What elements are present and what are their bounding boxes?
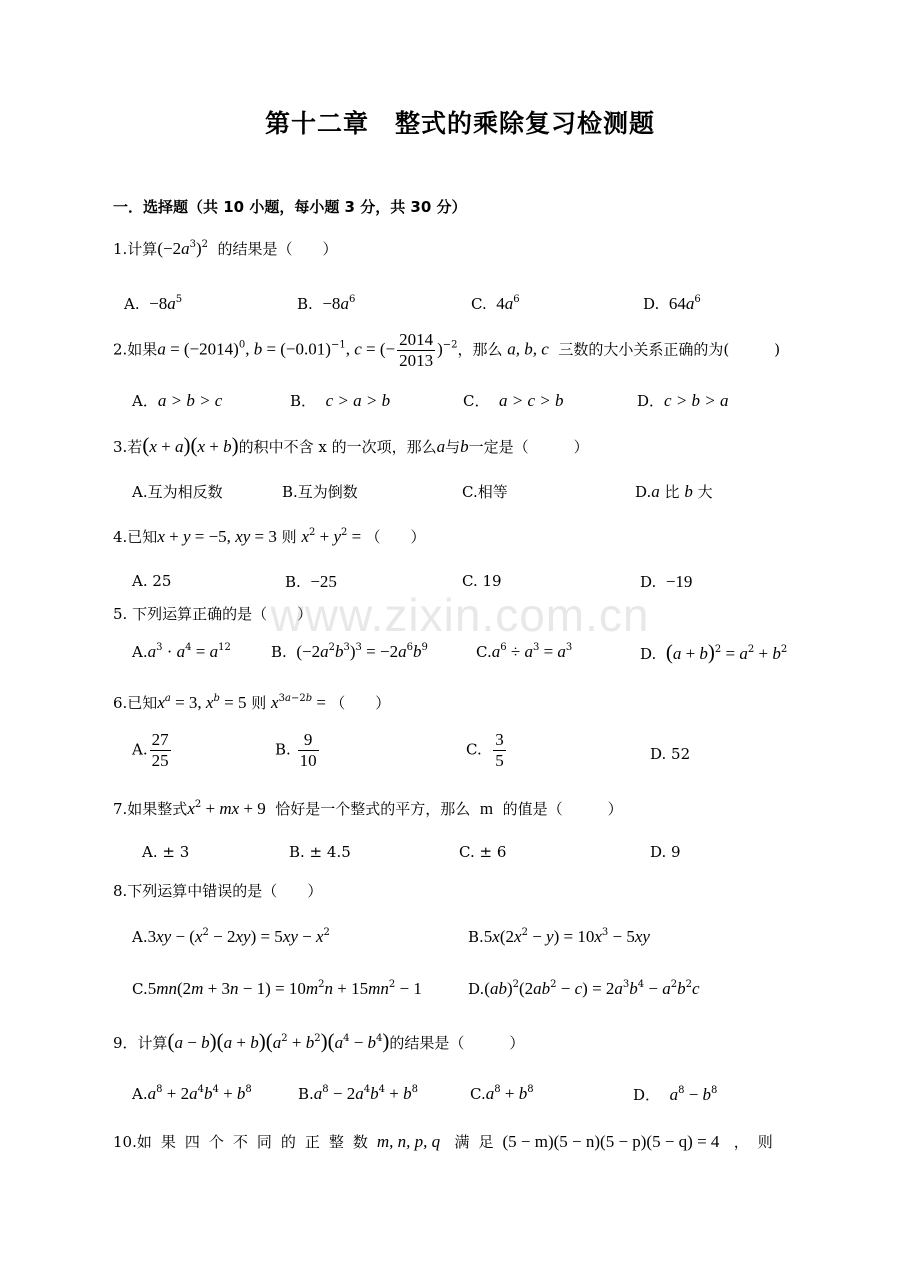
q4-option-c[interactable]: C. 19 — [462, 572, 502, 590]
question-4: 4.已知x + y = −5, xy = 3 则 $x^2 + y^2$ = （ ） — [113, 527, 426, 546]
question-5: 5. 下列运算正确的是（ ） — [113, 605, 313, 623]
q6-option-d[interactable]: D. 52 — [650, 745, 691, 763]
q9-option-a[interactable]: $A.a^8 + 2a^4b^4 + b^8$ — [132, 1084, 252, 1103]
q4-option-a[interactable]: A. 25 — [132, 572, 172, 590]
q1-option-c[interactable]: C. $4a^6$ — [471, 294, 520, 313]
q8-option-d[interactable]: $D.(ab)^2(2ab^2 - c) = 2a^3b^4 - a^2b^2c$ — [468, 979, 700, 998]
q2-option-b[interactable]: B． c > a > b — [290, 391, 391, 410]
q9-option-d[interactable]: D． $a^8 - b^8$ — [633, 1085, 718, 1104]
q7-option-c[interactable]: C. ± 6 — [459, 843, 507, 861]
question-9: 9．计算$(a - b)(a + b)(a^2 + b^2)(a^4 - b^4)$的结果是（ ） — [113, 1029, 525, 1053]
question-10: 10.如果四个不同的正整数m, n, p, q 满足(5 − m)(5 − n)(5 − p)(5 − q) = 4 ，则 — [113, 1132, 782, 1151]
q6-option-c[interactable]: C. $\frac{3}{5}$ — [466, 730, 504, 770]
q8-option-b[interactable]: $B.5x(2x^2 - y) = 10x^3 - 5xy$ — [468, 927, 650, 946]
q4-option-b[interactable]: B. −25 — [285, 572, 337, 591]
watermark: www.zixin.com.cn — [270, 589, 650, 641]
section-heading: 一．选择题（共 10 小题，每小题 3 分，共 30 分） — [113, 198, 467, 216]
q8-option-c[interactable]: $C.5mn(2m + 3n - 1) = 10m^2n + 15mn^2 - 1$ — [132, 979, 422, 998]
question-1: 1.计算$(-2a^3)^2$ 的结果是（ ） — [113, 239, 338, 258]
q1-option-d[interactable]: D. $64a^6$ — [643, 294, 701, 313]
q4-option-d[interactable]: D. −19 — [640, 572, 693, 591]
q1-option-a[interactable]: A. $-8a^5$ — [124, 294, 183, 313]
q2-option-d[interactable]: D．c > b > a — [637, 391, 729, 410]
q9-option-c[interactable]: $C.a^8 + b^8$ — [470, 1084, 534, 1103]
question-3: 3.若(x + a)(x + b)的积中不含 x 的一次项，那么a与b一定是（ ） — [113, 433, 589, 457]
q5-option-b[interactable]: B. $(-2a^2b^3)^3 = -2a^6b^9$ — [271, 642, 428, 661]
q9-option-b[interactable]: $B.a^8 - 2a^4b^4 + b^8$ — [298, 1084, 418, 1103]
q7-option-a[interactable]: A. ± 3 — [142, 843, 190, 861]
q5-option-a[interactable]: $A.a^3 \cdot a^4 = a^{12}$ — [132, 642, 231, 661]
page-title: 第十二章 整式的乘除复习检测题 — [264, 109, 655, 138]
question-6: 6.已知$x^a = 3$, $x^b = 5$ 则 $x^{3a-2b}$ = （ ） — [113, 693, 391, 712]
question-7: 7.如果整式$x^2$ + mx + 9 恰好是一个整式的平方，那么 m 的值是（ ） — [113, 799, 623, 818]
q2-option-a[interactable]: A．a > b > c — [132, 391, 223, 410]
q5-option-d[interactable]: D. $(a + b)^2 = a^2 + b^2$ — [640, 640, 788, 664]
q1-option-b[interactable]: B. $-8a^6$ — [297, 294, 356, 313]
q6-option-b[interactable]: B. $\frac{9}{10}$ — [275, 730, 317, 770]
q5-option-c[interactable]: $C.a^6 \div a^3 = a^3$ — [476, 642, 573, 661]
q6-option-a[interactable]: A. $\frac{27}{25}$ — [132, 730, 169, 770]
q3-option-a[interactable]: A.互为相反数 — [132, 483, 223, 501]
q7-option-b[interactable]: B. ± 4.5 — [289, 843, 351, 861]
q8-option-a[interactable]: $A.3xy - (x^2 - 2xy) = 5xy - x^2$ — [132, 927, 330, 946]
question-2: 2.如果$a = (-2014)^0$, $b = (-0.01)^{-1}$, c = (− $\frac{2014}{2013}$ )$^{-2}$，那么 a, b, c 三数的大小关系正确的为( ) — [113, 330, 781, 370]
q3-option-c[interactable]: C.相等 — [462, 483, 508, 501]
q2-option-c[interactable]: C． a > c > b — [463, 391, 564, 410]
q3-option-d[interactable]: D.a 比 b 大 — [635, 482, 713, 501]
q7-option-d[interactable]: D. 9 — [650, 843, 681, 861]
q3-option-b[interactable]: B.互为倒数 — [282, 483, 358, 501]
question-8: 8.下列运算中错误的是（ ） — [113, 882, 323, 900]
